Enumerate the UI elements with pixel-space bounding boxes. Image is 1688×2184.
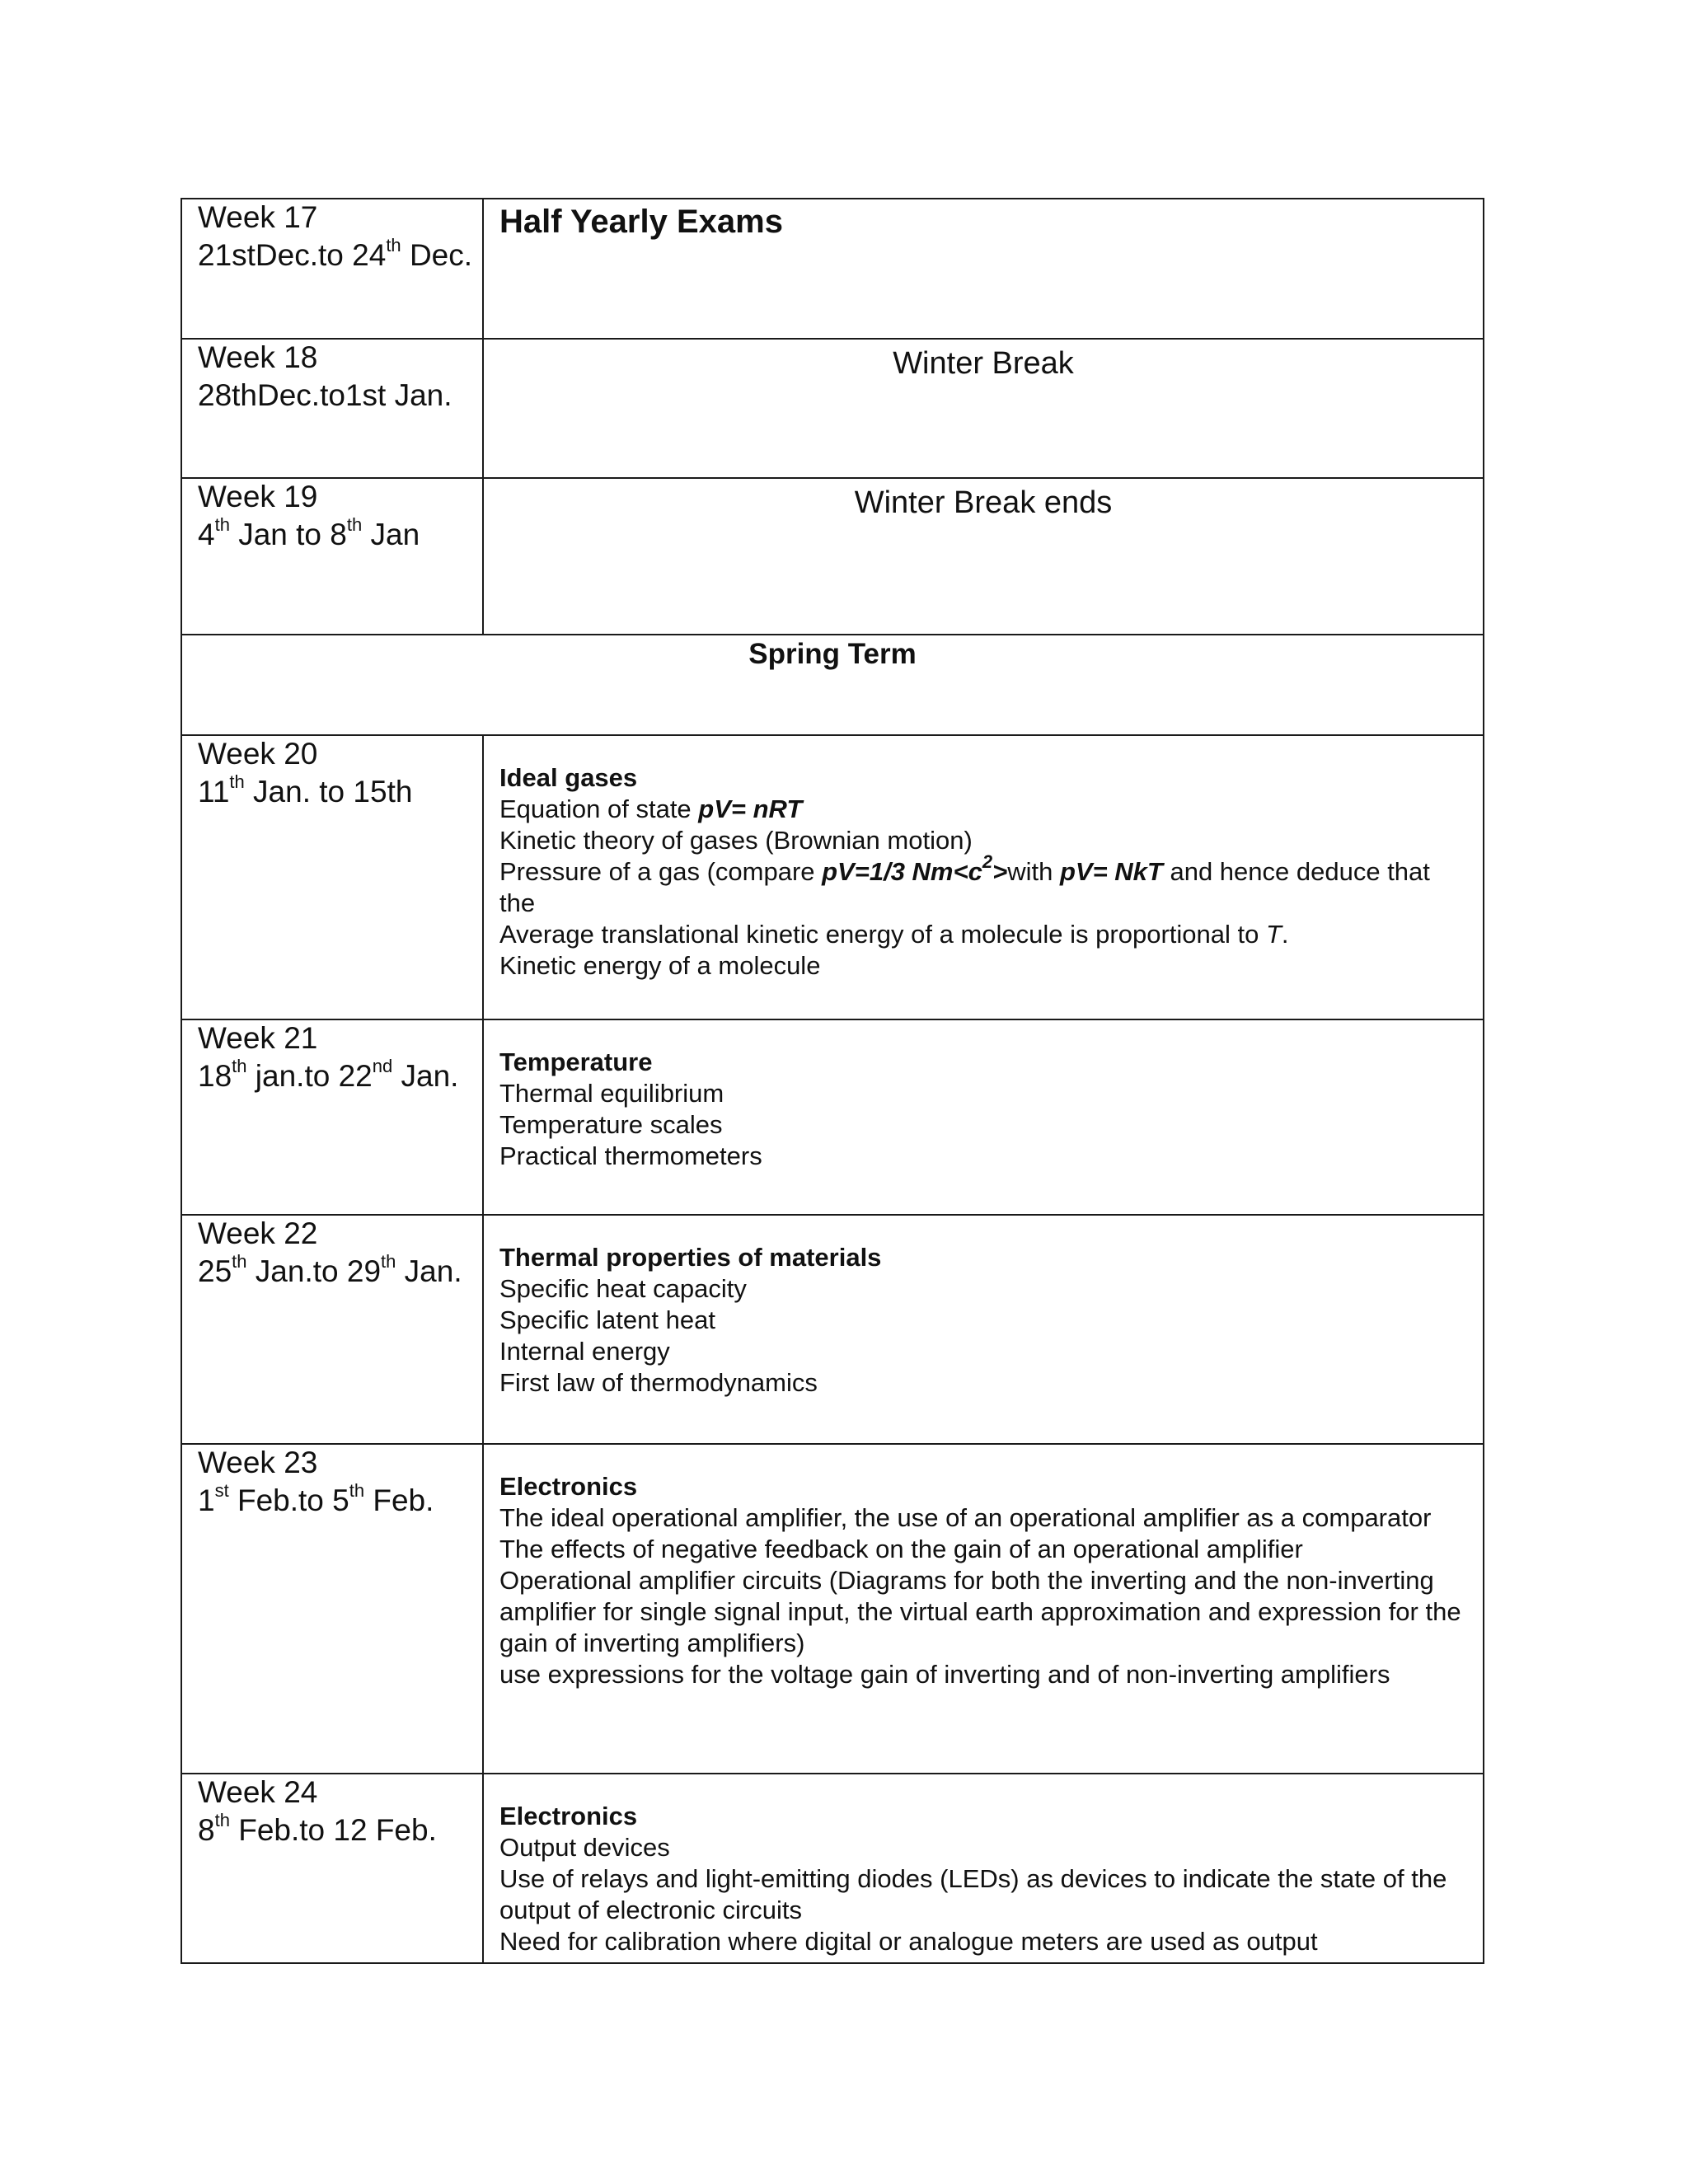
week-cell <box>181 478 483 635</box>
content-cell <box>483 199 1484 339</box>
list-item: Specific heat capacity <box>499 1274 747 1303</box>
week-label: Week 19 <box>198 480 318 513</box>
table-row <box>181 478 1484 635</box>
list-item: Kinetic energy of a molecule <box>499 951 821 980</box>
week-dates: 8th Feb.to 12 Feb. <box>198 1809 437 1847</box>
week-dates: 1st Feb.to 5th Feb. <box>198 1479 434 1517</box>
table-row <box>181 339 1484 478</box>
list-item: Specific latent heat <box>499 1305 715 1334</box>
week-cell <box>181 1019 483 1215</box>
week-dates: 11th Jan. to 15th <box>198 771 413 808</box>
week-label: Week 24 <box>198 1775 318 1809</box>
content-cell <box>483 339 1484 478</box>
week-label: Week 17 <box>198 200 318 234</box>
table-row <box>181 1774 1484 1963</box>
topic-heading: Temperature <box>499 1047 653 1076</box>
list-item: The effects of negative feedback on the gain of an operational amplifier <box>499 1535 1303 1563</box>
content-cell <box>483 1774 1484 1963</box>
week-cell <box>181 339 483 478</box>
term-heading: Spring Term <box>181 635 1484 735</box>
list-item: Internal energy <box>499 1337 670 1366</box>
list-item: Pressure of a gas (compare pV=1/3 $Nm<c^2>with$ pV= NkT and hence deduce that the <box>499 851 1430 917</box>
week-dates: 21stDec.to 24th Dec. <box>198 234 473 272</box>
week-cell <box>181 735 483 1019</box>
list-item: Kinetic theory of gases (Brownian motion) <box>499 826 973 855</box>
exam-title: Half Yearly Exams <box>499 204 783 240</box>
break-end-title: Winter Break ends <box>854 485 1113 520</box>
table-row <box>181 635 1484 735</box>
week-cell <box>181 1444 483 1774</box>
list-item: Output devices <box>499 1833 670 1862</box>
week-dates: 25th Jan.to 29th Jan. <box>198 1250 462 1288</box>
week-cell <box>181 199 483 339</box>
week-cell <box>181 1215 483 1444</box>
list-item: Need for calibration where digital or analogue meters are used as output <box>499 1927 1318 1956</box>
week-dates: 18th jan.to 22nd Jan. <box>198 1055 459 1093</box>
list-item: First law of thermodynamics <box>499 1368 818 1397</box>
list-item: Practical thermometers <box>499 1141 762 1170</box>
table-row <box>181 1019 1484 1215</box>
week-label: Week 20 <box>198 737 318 771</box>
list-item: The ideal operational amplifier, the use of an operational amplifier as a comparator <box>499 1503 1432 1532</box>
break-title: Winter Break <box>893 346 1074 381</box>
week-label: Week 21 <box>198 1021 318 1055</box>
topic-heading: Thermal properties of materials <box>499 1243 882 1272</box>
table-row <box>181 1215 1484 1444</box>
week-label: Week 23 <box>198 1446 318 1479</box>
week-dates: 4th Jan to 8th Jan <box>198 513 420 551</box>
topic-heading: Electronics <box>499 1472 638 1501</box>
list-item: Average translational kinetic energy of a molecule is proportional to T. <box>499 920 1289 949</box>
topic-heading: Electronics <box>499 1802 638 1830</box>
table-row <box>181 199 1484 339</box>
list-item: Thermal equilibrium <box>499 1079 724 1108</box>
list-item: Use of relays and light-emitting diodes (LEDs) as devices to indicate the state of the output of electronic circuits <box>499 1864 1447 1924</box>
content-cell <box>483 1444 1484 1774</box>
list-item: Equation of state pV= nRT <box>499 794 803 823</box>
week-cell <box>181 1774 483 1963</box>
list-item: use expressions for the voltage gain of inverting and of non-inverting amplifiers <box>499 1660 1390 1689</box>
topic-heading: Ideal gases <box>499 763 638 792</box>
content-cell <box>483 1019 1484 1215</box>
week-dates: 28thDec.to1st Jan. <box>198 378 452 412</box>
content-cell <box>483 1215 1484 1444</box>
schedule-table <box>181 198 1484 1964</box>
content-cell <box>483 478 1484 635</box>
week-label: Week 18 <box>198 340 318 374</box>
content-cell <box>483 735 1484 1019</box>
list-item: Temperature scales <box>499 1110 723 1139</box>
week-label: Week 22 <box>198 1216 318 1250</box>
table-row <box>181 735 1484 1019</box>
table-row <box>181 1444 1484 1774</box>
list-item: Operational amplifier circuits (Diagrams for both the inverting and the non-inverting amplifier for single signal input, the virtual earth approximation and expression for the gain of inverting amplifiers) <box>499 1566 1461 1657</box>
